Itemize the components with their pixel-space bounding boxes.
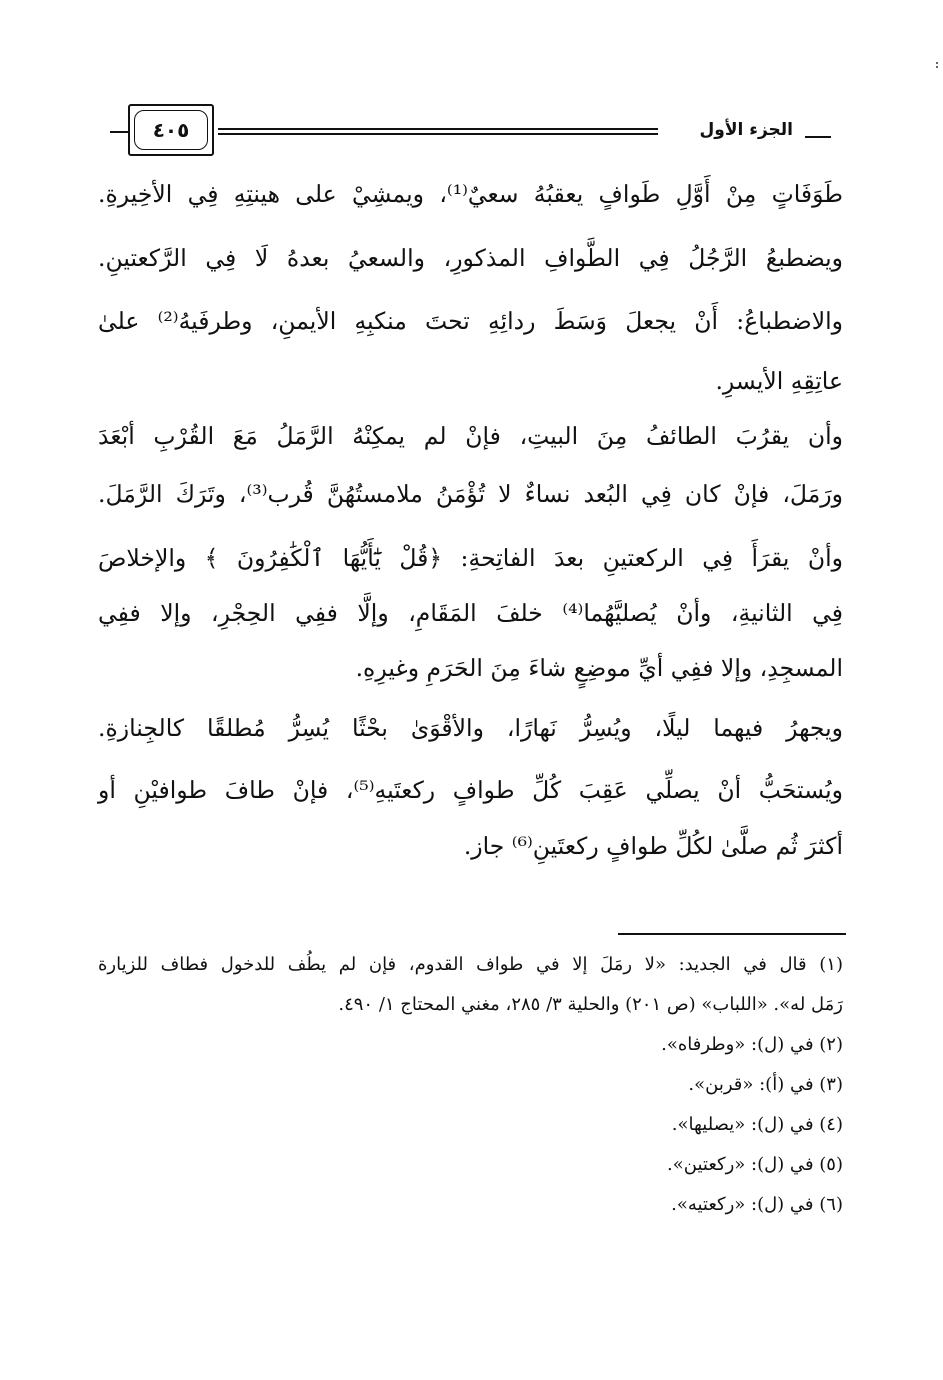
footnote: (١) قال في الجديد: «لا رمَلَ إلا في طواف القدوم، فإن لم يطُف للدخول فطاف للزيارة [98,954,843,975]
body-line: ويضطبعُ الرَّجُلُ فِي الطَّوافِ المذكورِ، والسعيُ بعدهُ لَا فِي الرَّكعتينِ. [98,244,843,272]
body-line: ويجهرُ فيهما ليلًا، ويُسِرُّ نَهارًا، والأقْوَىٰ بحْثًا يُسِرُّ مُطلقًا كالجِنازةِ. [98,714,843,742]
header-dash [110,131,128,133]
body-line: وأنْ يقرَأَ فِي الركعتينِ بعدَ الفاتِحةِ: ﴿قُلْ يَٰٓأَيُّهَا ٱلْكَٰفِرُونَ ﴾ والإخلاصَ [98,544,843,572]
body-line: ويُستحَبُّ أنْ يصلِّي عَقِبَ كُلِّ طوافٍ ركعتَيهِ⁽⁵⁾، فإنْ طافَ طوافيْنِ أو [98,776,843,804]
footnote: (٦) في (ل): «ركعتيه». [671,1194,843,1215]
body-line: أكثرَ ثُم صلَّىٰ لكُلِّ طوافٍ ركعتَينِ⁽⁶⁾ جاز. [463,832,843,860]
body-line: وأن يقرُبَ الطائفُ مِنَ البيتِ، فإنْ لم يمكِنْهُ الرَّمَلُ مَعَ القُرْبِ أبْعَدَ [98,422,843,450]
footnote-separator [618,933,846,935]
footnote: (٢) في (ل): «وطرفاه». [661,1034,843,1055]
body-line: فِي الثانيةِ، وأنْ يُصليَّهُما⁽⁴⁾ خلفَ المَقَامِ، وإلَّا ففِي الحِجْرِ، وإلا ففِي [98,599,843,627]
scan-speck [936,62,939,72]
body-line: طَوَفَاتٍ مِنْ أَوَّلِ طَوافٍ يعقبُهُ سعيٌ⁽¹⁾، ويمشِيْ على هينتِهِ فِي الأخِيرةِ. [98,180,843,208]
page-number-box [128,104,214,156]
running-title: الجزء الأول [699,120,793,140]
body-line: ورَمَلَ، فإنْ كان فِي البُعد نساءٌ لا تُؤْمَنُ ملامستُهُنَّ قُرب⁽³⁾، وتَرَكَ الرَّمَلَ. [98,480,843,508]
body-line: عاتِقِهِ الأيسرِ. [715,367,843,395]
page-number: ٤٠٥ [134,110,208,150]
header-rule [218,133,658,135]
body-line: المسجِدِ، وإلا ففِي أيِّ موضِعٍ شاءَ مِنَ الحَرَمِ وغيرِهِ. [355,654,843,682]
footnote: (٤) في (ل): «يصليها». [671,1114,843,1135]
footnote: رَمَل له». «اللباب» (ص ٢٠١) والحلية ٣/ ٢٨٥، مغني المحتاج ١/ ٤٩٠. [338,994,843,1015]
footnote: (٣) في (أ): «قربن». [688,1074,843,1095]
header-dash [805,136,831,138]
body-line: والاضطباعُ: أَنْ يجعلَ وَسَطَ ردائِهِ تحتَ منكبِهِ الأيمنِ، وطرفَيهُ⁽²⁾ علىٰ [98,307,843,335]
header-rule [218,128,658,130]
footnote: (٥) في (ل): «ركعتين». [667,1154,843,1175]
